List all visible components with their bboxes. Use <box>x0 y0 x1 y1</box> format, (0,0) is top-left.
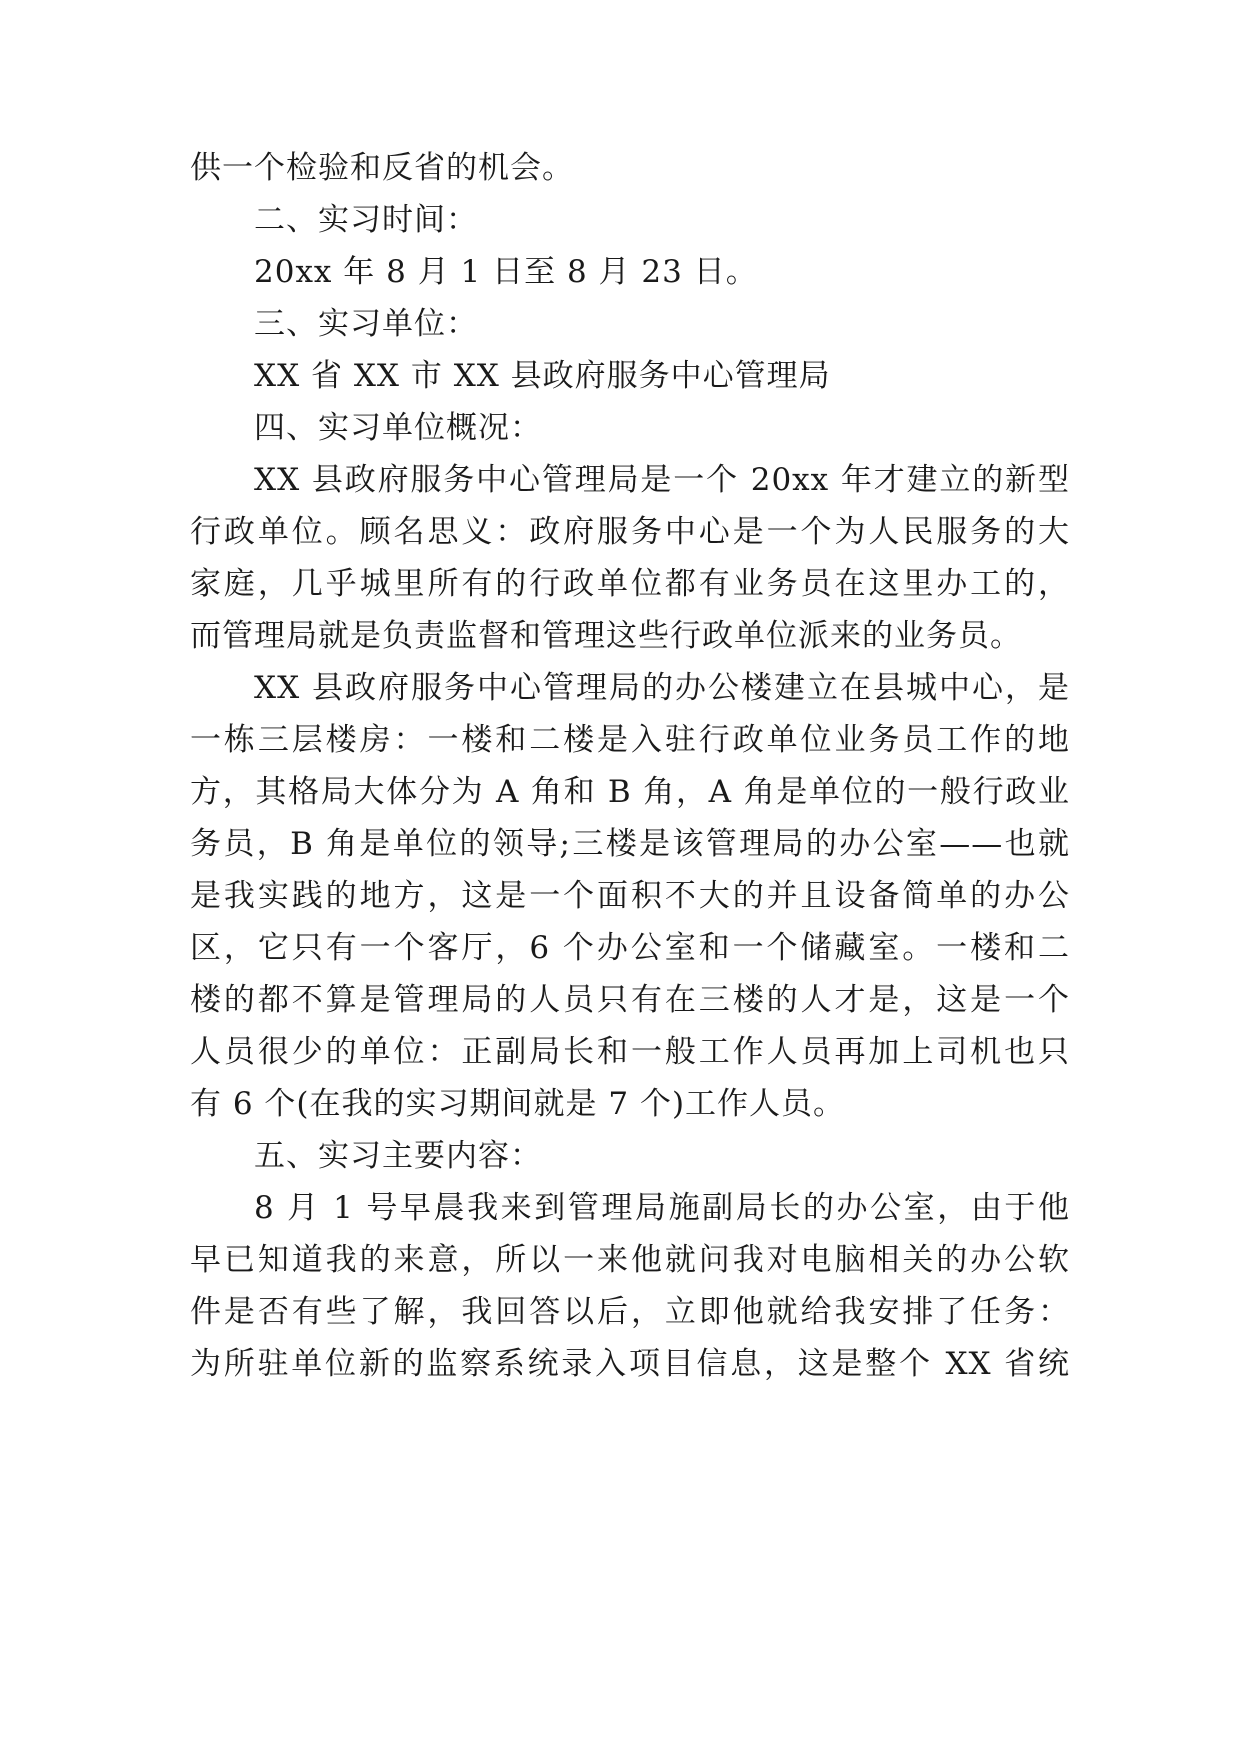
paragraph-line: 件是否有些了解，我回答以后，立即他就给我安排了任务： <box>190 1294 1070 1330</box>
paragraph-line: 早已知道我的来意，所以一来他就问我对电脑相关的办公软 <box>190 1242 1070 1278</box>
paragraph-line: 行政单位。顾名思义：政府服务中心是一个为人民服务的大 <box>190 514 1070 550</box>
paragraph-line: 楼的都不算是管理局的人员只有在三楼的人才是，这是一个 <box>190 982 1070 1018</box>
paragraph-line: 20xx 年 8 月 1 日至 8 月 23 日。 <box>254 254 758 290</box>
paragraph-line: XX 县政府服务中心管理局的办公楼建立在县城中心，是 <box>254 670 1070 706</box>
paragraph-line: 区，它只有一个客厅，6 个办公室和一个储藏室。一楼和二 <box>190 930 1070 966</box>
section-heading: 五、实习主要内容： <box>254 1138 542 1174</box>
paragraph-line: XX 省 XX 市 XX 县政府服务中心管理局 <box>254 358 831 394</box>
paragraph-line: 一栋三层楼房：一楼和二楼是入驻行政单位业务员工作的地 <box>190 722 1070 758</box>
section-heading: 三、实习单位： <box>254 306 478 342</box>
paragraph-line: 8 月 1 号早晨我来到管理局施副局长的办公室，由于他 <box>254 1190 1070 1226</box>
paragraph-line: XX 县政府服务中心管理局是一个 20xx 年才建立的新型 <box>254 462 1070 498</box>
paragraph-line: 而管理局就是负责监督和管理这些行政单位派来的业务员。 <box>190 618 1022 654</box>
section-heading: 二、实习时间： <box>254 202 478 238</box>
paragraph-line: 人员很少的单位：正副局长和一般工作人员再加上司机也只 <box>190 1034 1070 1070</box>
paragraph-line: 为所驻单位新的监察系统录入项目信息，这是整个 XX 省统 <box>190 1346 1070 1382</box>
paragraph-line: 是我实践的地方，这是一个面积不大的并且设备简单的办公 <box>190 878 1070 914</box>
paragraph-line: 务员，B 角是单位的领导;三楼是该管理局的办公室——也就 <box>190 826 1070 862</box>
paragraph-line: 家庭，几乎城里所有的行政单位都有业务员在这里办工的， <box>190 566 1070 602</box>
paragraph-line: 有 6 个(在我的实习期间就是 7 个)工作人员。 <box>190 1086 846 1122</box>
paragraph-line: 方，其格局大体分为 A 角和 B 角，A 角是单位的一般行政业 <box>190 774 1070 810</box>
section-heading: 四、实习单位概况： <box>254 410 542 446</box>
paragraph-line: 供一个检验和反省的机会。 <box>190 150 574 186</box>
